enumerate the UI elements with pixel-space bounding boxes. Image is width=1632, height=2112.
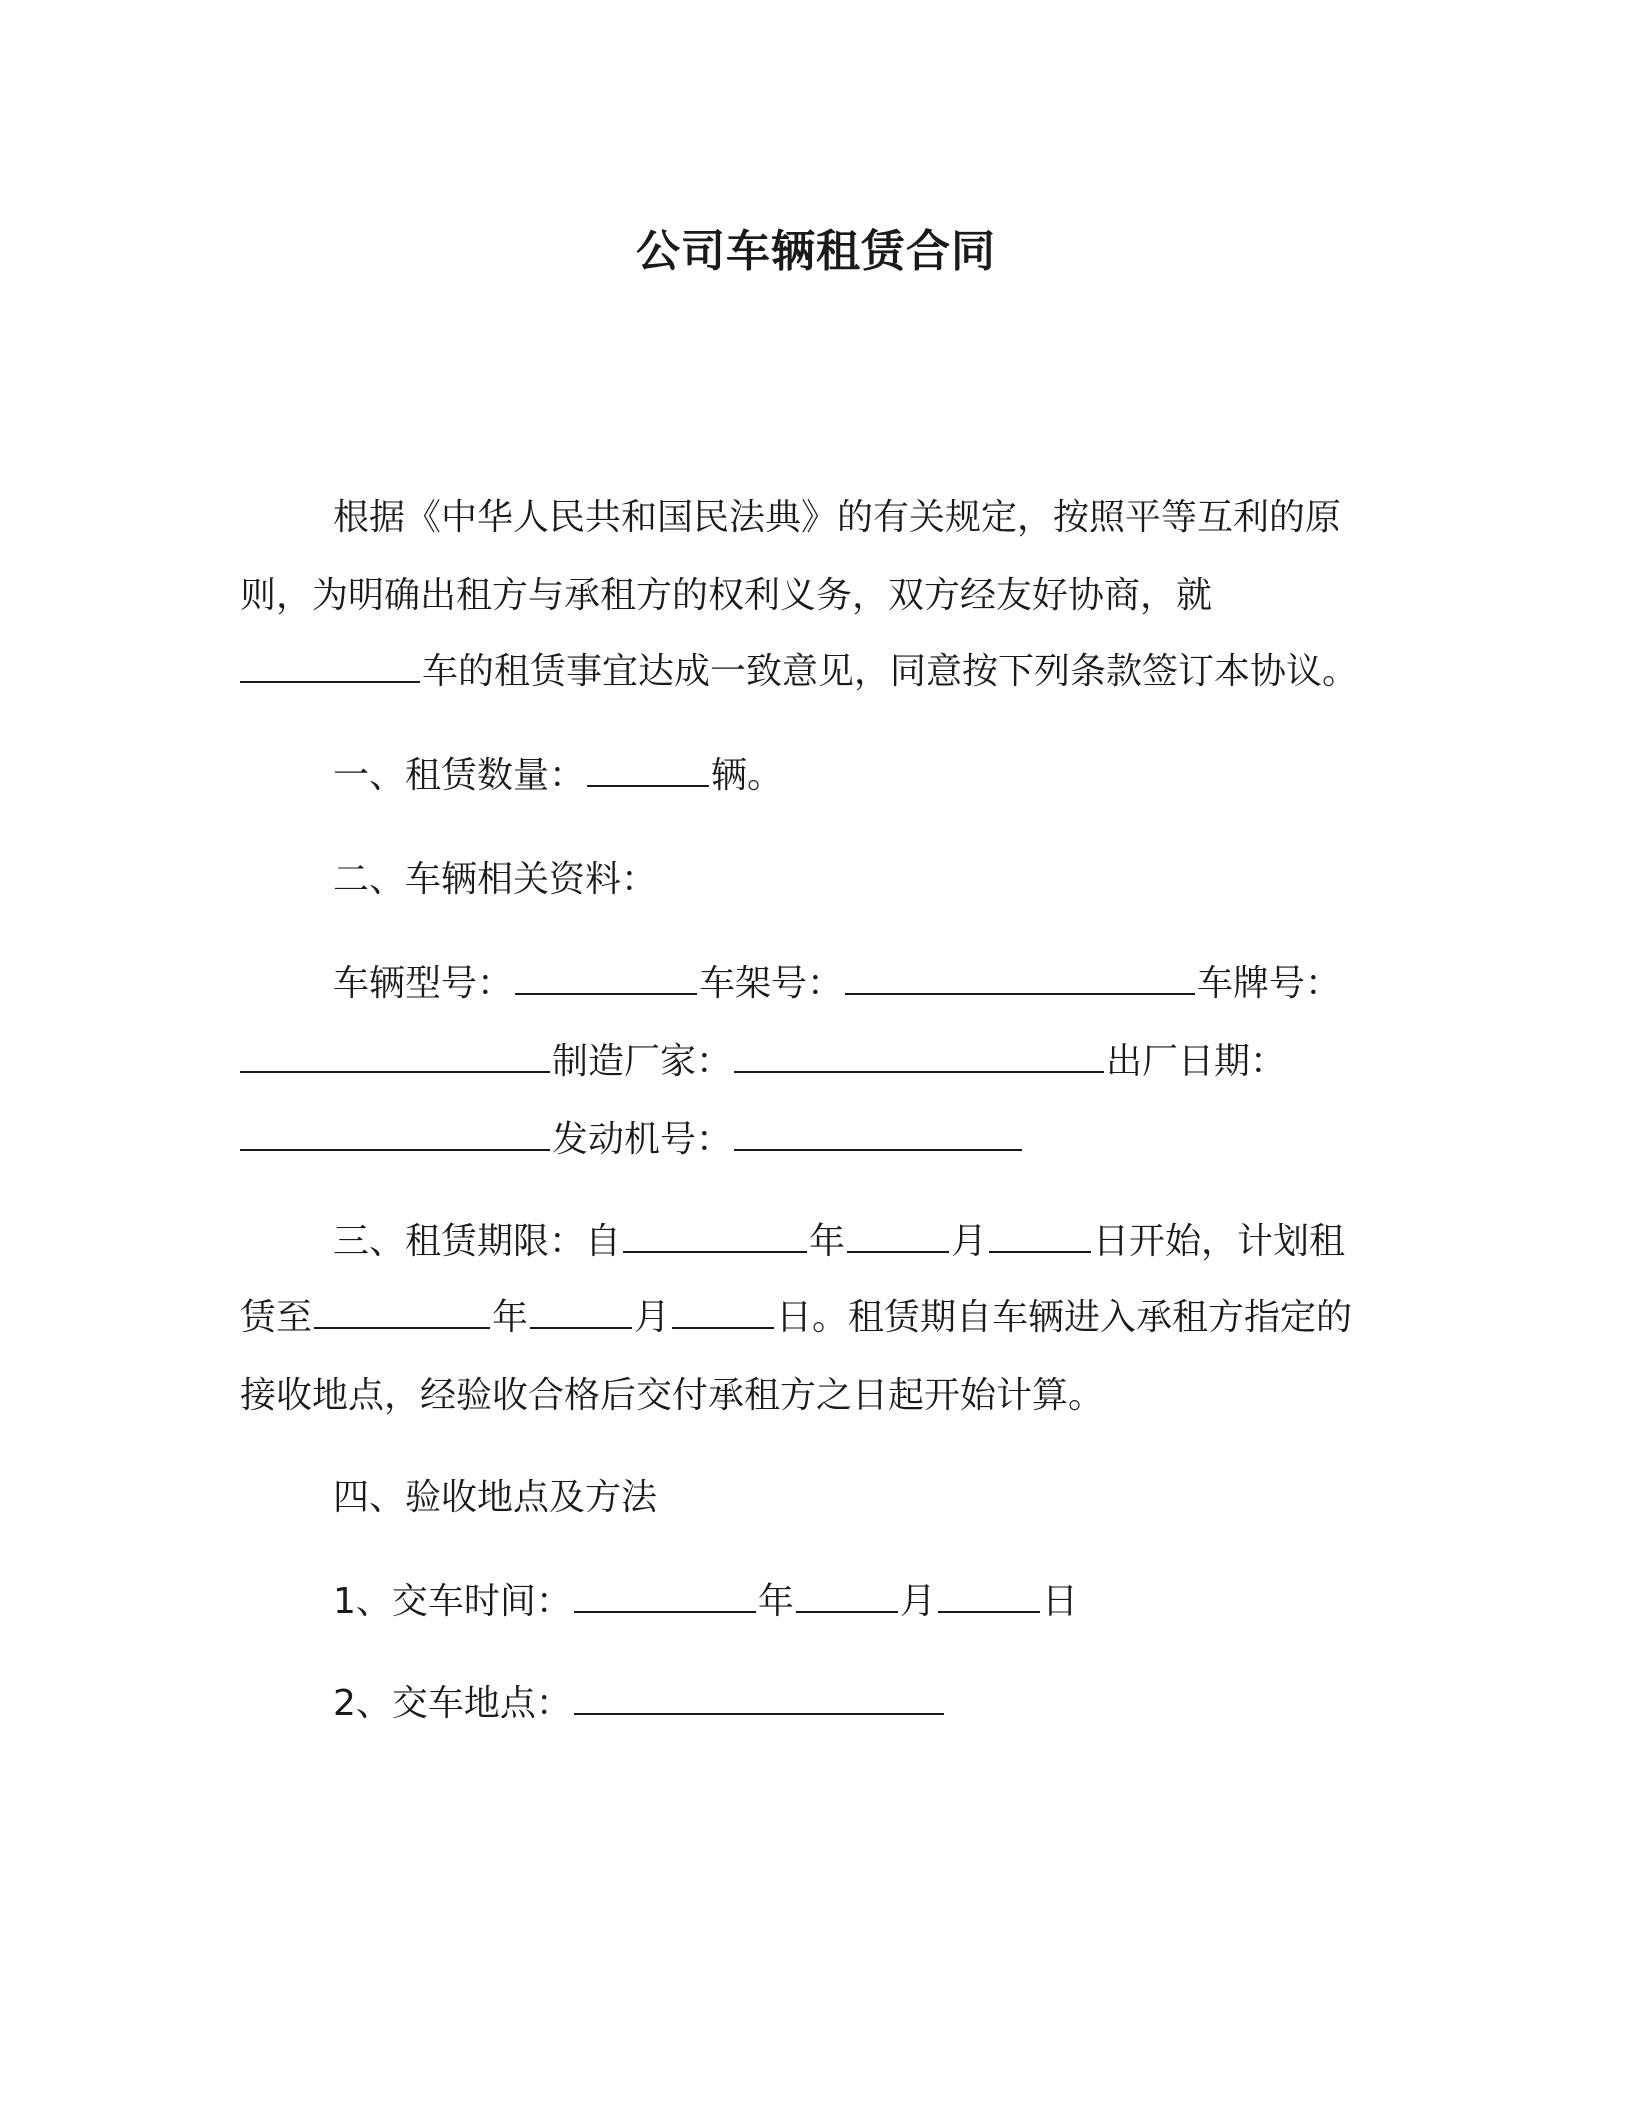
section-4-heading xyxy=(333,1474,657,1522)
section-3-line-2 xyxy=(240,1294,1352,1342)
section-3-line-1 xyxy=(333,1218,1345,1266)
quantity-blank[interactable] xyxy=(587,753,709,787)
end-month-text: 月 xyxy=(634,1297,671,1338)
intro-text-3: 车的租赁事宜达成一致意见，同意按下列条款签订本协议。 xyxy=(422,651,1359,692)
quantity-unit: 辆。 xyxy=(711,755,784,796)
date-label: 出厂日期： xyxy=(1106,1041,1287,1082)
engine-blank[interactable] xyxy=(734,1117,1022,1151)
end-day-blank[interactable] xyxy=(672,1295,774,1329)
section-3-line-3 xyxy=(240,1372,1104,1420)
term-label: 三、租赁期限：自 xyxy=(333,1221,622,1262)
end-day-text: 日。租赁期自车辆进入承租方指定的 xyxy=(776,1297,1353,1338)
intro-line-2 xyxy=(240,572,1212,620)
maker-label: 制造厂家： xyxy=(552,1041,733,1082)
delivery-year-text: 年 xyxy=(757,1581,794,1622)
section-1 xyxy=(333,752,783,800)
term-calc-text: 接收地点，经验收合格后交付承租方之日起开始计算。 xyxy=(240,1375,1105,1416)
plate-label: 车牌号： xyxy=(1197,963,1342,1004)
delivery-place-blank[interactable] xyxy=(574,1681,944,1715)
intro-text-1: 根据《中华人民共和国民法典》的有关规定，按照平等互利的原 xyxy=(333,497,1342,538)
term-to-text: 赁至 xyxy=(240,1297,313,1338)
maker-blank[interactable] xyxy=(734,1039,1104,1073)
start-year-blank[interactable] xyxy=(623,1219,807,1253)
model-label: 车辆型号： xyxy=(333,963,514,1004)
vehicle-info-heading: 二、车辆相关资料： xyxy=(333,859,658,900)
end-month-blank[interactable] xyxy=(530,1295,632,1329)
vehicle-info-line-2 xyxy=(240,1038,1286,1086)
plate-blank[interactable] xyxy=(240,1039,550,1073)
frame-blank[interactable] xyxy=(845,961,1195,995)
vehicle-info-line-3 xyxy=(240,1116,1024,1164)
delivery-day-blank[interactable] xyxy=(938,1579,1040,1613)
section-2-heading xyxy=(333,856,657,904)
end-year-blank[interactable] xyxy=(314,1295,490,1329)
frame-label: 车架号： xyxy=(699,963,844,1004)
delivery-month-blank[interactable] xyxy=(796,1579,898,1613)
delivery-day-text: 日 xyxy=(1041,1581,1078,1622)
delivery-place-line xyxy=(333,1680,946,1728)
delivery-time-line xyxy=(333,1578,1078,1626)
start-day-text: 日开始，计划租 xyxy=(1093,1221,1346,1262)
start-year-text: 年 xyxy=(809,1221,846,1262)
delivery-year-blank[interactable] xyxy=(574,1579,756,1613)
intro-line-3 xyxy=(240,648,1358,696)
intro-text-2: 则，为明确出租方与承租方的权利义务，双方经友好协商，就 xyxy=(240,575,1213,616)
document-title: 公司车辆租赁合同 xyxy=(636,226,996,277)
delivery-place-label: 2、交车地点： xyxy=(333,1683,572,1724)
model-blank[interactable] xyxy=(515,961,697,995)
start-month-blank[interactable] xyxy=(847,1219,949,1253)
delivery-month-text: 月 xyxy=(899,1581,936,1622)
quantity-label: 一、租赁数量： xyxy=(333,755,586,796)
date-blank[interactable] xyxy=(240,1117,550,1151)
intro-line-1 xyxy=(333,494,1341,542)
acceptance-heading: 四、验收地点及方法 xyxy=(333,1477,658,1518)
start-month-text: 月 xyxy=(951,1221,988,1262)
vehicle-type-blank[interactable] xyxy=(240,649,420,683)
end-year-text: 年 xyxy=(492,1297,529,1338)
delivery-time-label: 1、交车时间： xyxy=(333,1581,572,1622)
vehicle-info-line-1 xyxy=(333,960,1341,1008)
engine-label: 发动机号： xyxy=(552,1119,733,1160)
start-day-blank[interactable] xyxy=(989,1219,1091,1253)
